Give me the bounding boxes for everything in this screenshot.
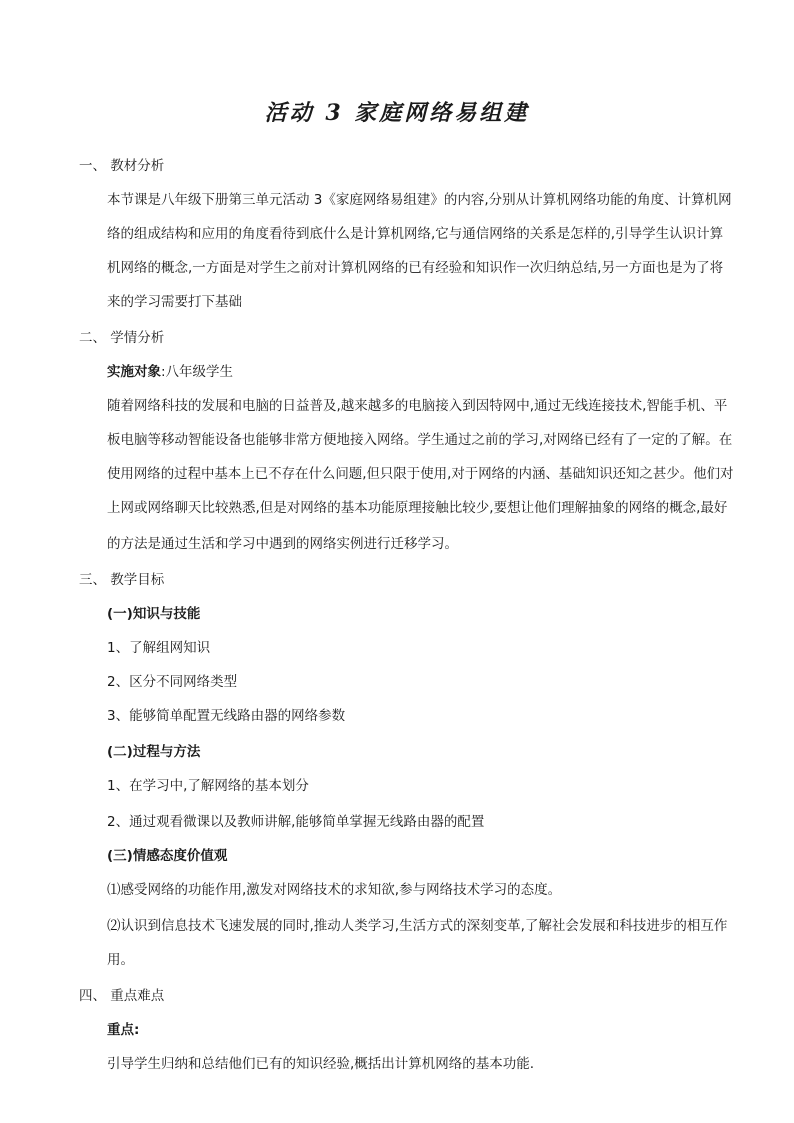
target-label: 实施对象 — [107, 364, 161, 380]
target-value: :八年级学生 — [161, 364, 234, 380]
subheading-attitude: (三)情感态度价值观 — [107, 848, 228, 864]
list-item: ⑴感受网络的功能作用,激发对网络技术的求知欲,参与网络技术学习的态度。 — [107, 882, 562, 898]
key-point-label: 重点: — [107, 1022, 140, 1038]
section-heading-key-points: 四、 重点难点 — [79, 988, 165, 1004]
target-line — [107, 362, 233, 382]
paragraph-line: 络的组成结构和应用的角度看待到底什么是计算机网络,它与通信网络的关系是怎样的,引导学生认识计算 — [107, 226, 724, 242]
key-point-text: 引导学生归纳和总结他们已有的知识经验,概括出计算机网络的基本功能. — [107, 1056, 535, 1072]
document-title: 活动 3 家庭网络易组建 — [264, 100, 530, 126]
subheading-knowledge: (一)知识与技能 — [107, 606, 201, 622]
paragraph-line: 本节课是八年级下册第三单元活动 3《家庭网络易组建》的内容,分别从计算机网络功能的角度、计算机网 — [107, 192, 732, 208]
paragraph-line: 上网或网络聊天比较熟悉,但是对网络的基本功能原理接触比较少,要想让他们理解抽象的网络的概念,最好 — [107, 500, 728, 516]
section-heading-analysis: 一、 教材分析 — [79, 158, 165, 174]
list-item: 1、了解组网知识 — [107, 640, 211, 656]
paragraph-line: 随着网络科技的发展和电脑的日益普及,越来越多的电脑接入到因特网中,通过无线连接技术,智能手机、平 — [107, 398, 728, 414]
subheading-process: (二)过程与方法 — [107, 744, 201, 760]
paragraph-line: 的方法是通过生活和学习中遇到的网络实例进行迁移学习。 — [107, 536, 458, 552]
list-item: 1、在学习中,了解网络的基本划分 — [107, 778, 309, 794]
list-item: ⑵认识到信息技术飞速发展的同时,推动人类学习,生活方式的深刻变革,了解社会发展和科技进步的相互作 — [107, 918, 728, 934]
section-heading-students: 二、 学情分析 — [79, 330, 165, 346]
list-item: 3、能够简单配置无线路由器的网络参数 — [107, 708, 346, 724]
list-item: 用。 — [107, 952, 134, 968]
paragraph-line: 机网络的概念,一方面是对学生之前对计算机网络的已有经验和知识作一次归纳总结,另一方面也是为了将 — [107, 260, 724, 276]
paragraph-line: 使用网络的过程中基本上已不存在什么问题,但只限于使用,对于网络的内涵、基础知识还知之甚少。他们对 — [107, 466, 734, 482]
section-heading-objectives: 三、 教学目标 — [79, 572, 165, 588]
list-item: 2、通过观看微课以及教师讲解,能够简单掌握无线路由器的配置 — [107, 814, 485, 830]
paragraph-line: 来的学习需要打下基础 — [107, 294, 242, 310]
paragraph-line: 板电脑等移动智能设备也能够非常方便地接入网络。学生通过之前的学习,对网络已经有了一定的了解。在 — [107, 432, 733, 448]
list-item: 2、区分不同网络类型 — [107, 674, 238, 690]
